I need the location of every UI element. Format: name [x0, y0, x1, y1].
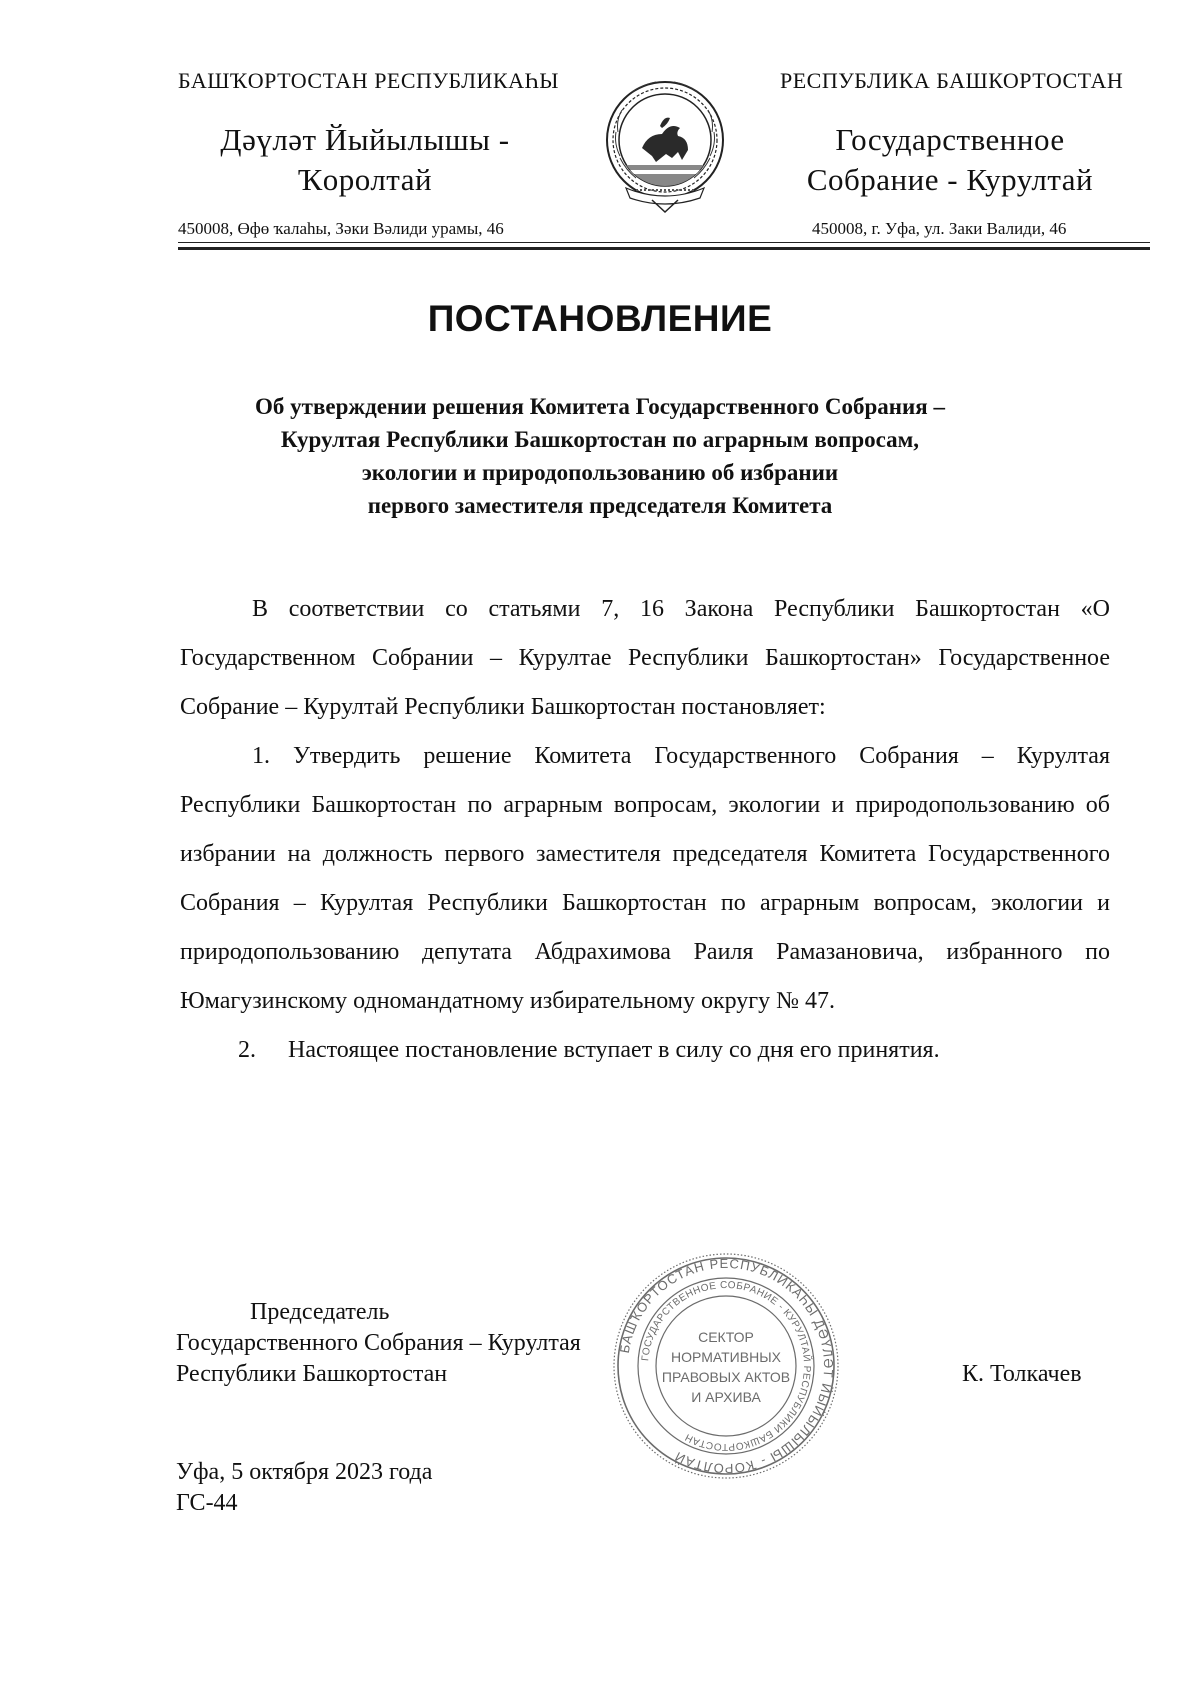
preamble-paragraph: В соответствии со статьями 7, 16 Закона Республики Башкортостан «О Государственном Собрании – Курултае Республики Башкортостан» Государственное Собрание – Курултай Республики Башкортостан постановляет:: [180, 596, 1110, 720]
document-type-title: ПОСТАНОВЛЕНИЕ: [427, 298, 773, 339]
left-address: 450008, Өфө ҡалаһы, Зәки Вәлиди урамы, 46: [178, 219, 504, 238]
item-2-text: Настоящее постановление вступает в силу со дня его принятия.: [288, 1037, 940, 1063]
right-org-name: РЕСПУБЛИКА БАШКОРТОСТАН: [780, 68, 1124, 93]
emblem-icon: [602, 70, 728, 216]
stamp-inner-ring-text: ГОСУДАРСТВЕННОЕ СОБРАНИЕ - КУРУЛТАЙ РЕСПУБЛИКИ БАШКОРТОСТАН: [640, 1279, 813, 1453]
item-1-text: Утвердить решение Комитета Государственного Собрания – Курултая Республики Башкортостан по аграрным вопросам, экологии и природопользованию об избрании на должность первого заместителя председателя Комитета Государственного Собрания – Курултая Республики Башкортостан по аграрным вопросам, экологии и природопользованию депутата Абдрахимова Раиля Рамазановича, избранного по Юмагузинскому одномандатному избирательному округу № 47.: [180, 743, 1110, 1014]
left-body-line2: Ҡоролтай: [297, 162, 433, 197]
right-body-line2: Собрание - Курултай: [806, 162, 1094, 197]
item-1-number: 1.: [252, 743, 270, 769]
stamp-center-line2: НОРМАТИВНЫХ: [671, 1349, 781, 1365]
svg-text:ГОСУДАРСТВЕННОЕ СОБРАНИЕ - КУР: [640, 1280, 814, 1452]
right-body-name: [770, 120, 1130, 200]
place-date: Уфа, 5 октября 2023 года: [176, 1459, 433, 1485]
document-subject: [200, 390, 1000, 522]
header-rule-thick: [178, 247, 1150, 250]
left-body-name: [170, 120, 560, 200]
item-2-number: 2.: [238, 1037, 256, 1063]
subject-line: первого заместителя председателя Комитета: [367, 493, 833, 518]
document-number: ГС-44: [176, 1490, 238, 1516]
subject-line: экологии и природопользованию об избрании: [361, 460, 839, 485]
subject-line: Об утверждении решения Комитета Государственного Собрания –: [255, 394, 945, 419]
document-body: [180, 585, 1110, 1075]
signer-position-line3: Республики Башкортостан: [176, 1361, 448, 1387]
subject-line: Курултая Республики Башкортостан по аграрным вопросам,: [280, 427, 920, 452]
stamp-center-line3: ПРАВОВЫХ АКТОВ: [661, 1369, 791, 1385]
signer-position-line1: Председатель: [250, 1299, 390, 1325]
header-rule-thin: [178, 242, 1150, 243]
signer-position-line2: Государственного Собрания – Курултая: [176, 1330, 581, 1356]
item-1-paragraph: [180, 732, 1110, 1026]
stamp-outer-text: БАШҠОРТОСТАН РЕСПУБЛИКАҺЫ ДӘҮЛӘТ ЙЫЙЫЛЫШЫ - ҠОРОЛТАЙ: [616, 1255, 837, 1477]
item-2-paragraph: [180, 1026, 1110, 1075]
right-body-line1: Государственное: [835, 122, 1065, 157]
stamp-center-line1: СЕКТОР: [698, 1329, 754, 1345]
right-address: 450008, г. Уфа, ул. Заки Валиди, 46: [812, 219, 1067, 238]
signer-name: К. Толкачев: [962, 1361, 1082, 1387]
stamp-center-line4: И АРХИВА: [691, 1389, 761, 1405]
left-body-line1: Дәүләт Йыйылышы -: [220, 122, 510, 157]
official-stamp: [610, 1250, 842, 1482]
left-org-name: БАШҠОРТОСТАН РЕСПУБЛИКАҺЫ: [178, 68, 559, 93]
